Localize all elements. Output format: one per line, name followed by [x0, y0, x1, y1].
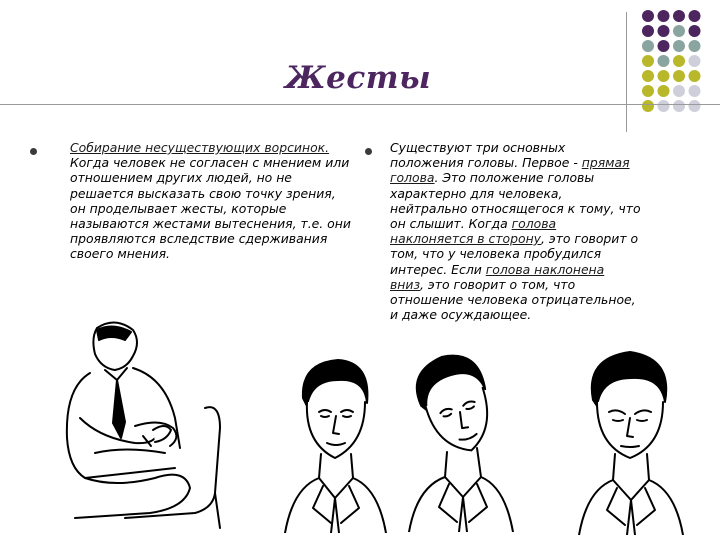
decorative-dot-grid — [640, 8, 720, 118]
right-text-part-2: . Это положение головы характерно для человека, нейтрально относящегося к тому, что он слышит. Когда — [390, 170, 641, 232]
decorative-dot — [689, 40, 701, 52]
term-straight-head: прямая голова — [390, 155, 630, 186]
bullet-icon — [365, 148, 372, 155]
decorative-dot — [673, 85, 685, 97]
bullet-icon — [30, 148, 37, 155]
head-tilted-down-illustration — [575, 350, 685, 535]
head-straight-illustration — [283, 358, 388, 533]
term-head-tilted-side: голова наклоняется в сторону — [390, 216, 557, 247]
left-text-block — [70, 140, 355, 262]
right-text-block — [390, 140, 642, 322]
decorative-dot — [673, 55, 685, 67]
head-tilted-side-illustration — [405, 352, 515, 532]
decorative-dot — [673, 10, 685, 22]
decorative-dot — [642, 85, 654, 97]
vertical-divider — [626, 12, 627, 132]
decorative-dot — [658, 100, 670, 112]
decorative-dot — [689, 25, 701, 37]
decorative-dot — [673, 25, 685, 37]
decorative-dot — [658, 25, 670, 37]
gesture-name: Собирание несуществующих ворсинок. — [70, 140, 330, 155]
decorative-dot — [689, 55, 701, 67]
decorative-dot — [658, 85, 670, 97]
term-head-tilted-down: голова наклонена вниз — [390, 261, 605, 292]
decorative-dot — [658, 55, 670, 67]
decorative-dot — [658, 10, 670, 22]
slide-title: Жесты — [285, 60, 432, 96]
right-text-part-4: , это говорит о том, что отношение человека отрицательное, и даже осуждающее. — [390, 276, 636, 323]
seated-man-illustration — [55, 318, 235, 533]
decorative-dot — [642, 25, 654, 37]
decorative-dot — [689, 70, 701, 82]
decorative-dot — [673, 40, 685, 52]
decorative-dot — [689, 85, 701, 97]
decorative-dot — [642, 40, 654, 52]
decorative-dot — [642, 55, 654, 67]
right-text-part-1: Существуют три основных положения головы. Первое - — [390, 140, 582, 171]
decorative-dot — [658, 40, 670, 52]
decorative-dot — [658, 70, 670, 82]
decorative-dot — [642, 10, 654, 22]
decorative-dot — [689, 10, 701, 22]
decorative-dot — [673, 70, 685, 82]
right-text-part-3: , это говорит о том, что у человека пробудился интерес. Если — [390, 231, 639, 277]
decorative-dot — [673, 100, 685, 112]
left-body-text: Когда человек не согласен с мнением или отношением других людей, но не решается высказать свою точку зрения, он проделывает жесты, которые называются жестами вытеснения, т.е. они проявляются вследствие сдерживания своего мнения. — [70, 155, 351, 262]
decorative-dot — [642, 70, 654, 82]
decorative-dot — [642, 100, 654, 112]
decorative-dot — [689, 100, 701, 112]
horizontal-divider — [0, 104, 720, 105]
